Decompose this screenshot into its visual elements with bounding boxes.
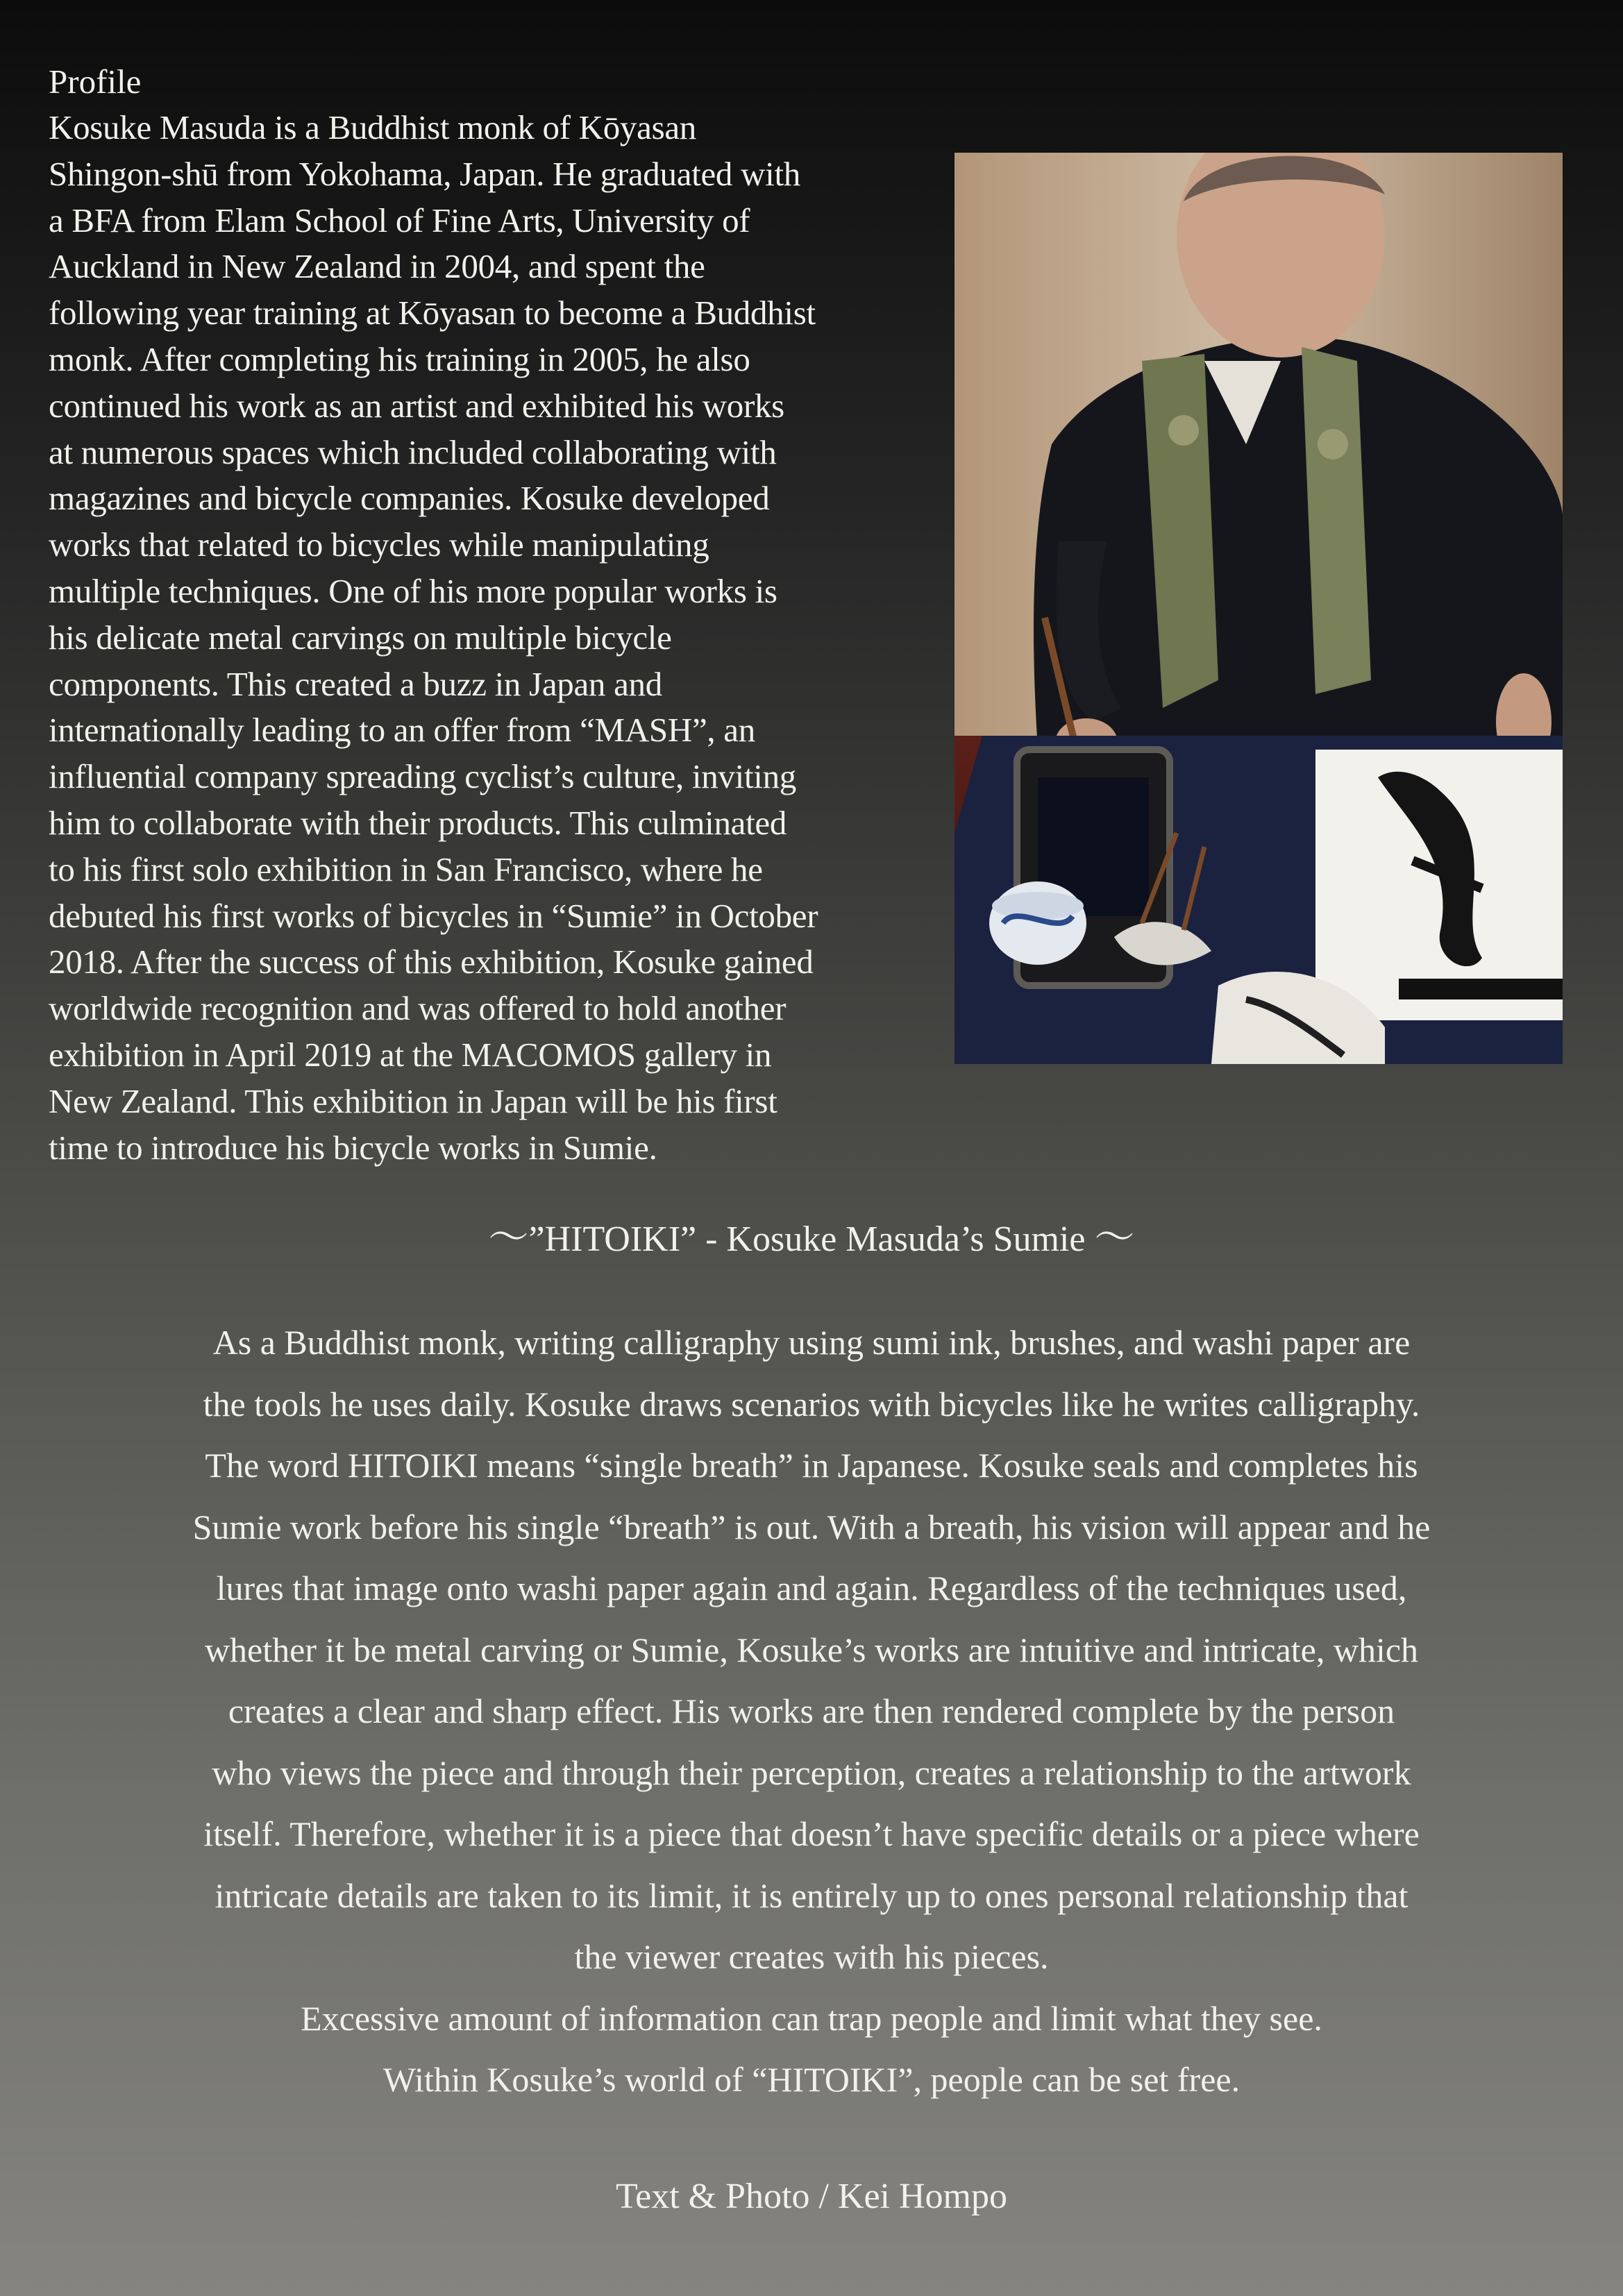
profile-line: New Zealand. This exhibition in Japan will be his first	[49, 1081, 777, 1120]
artist-statement	[42, 1312, 1581, 2111]
profile-line: to his first solo exhibition in San Francisco, where he	[49, 850, 763, 888]
profile-section	[49, 58, 944, 1171]
statement-line: Within Kosuke’s world of “HITOIKI”, people can be set free.	[382, 2060, 1241, 2099]
profile-line: continued his work as an artist and exhibited his works	[49, 386, 784, 425]
photo-credit: Text & Photo / Kei Hompo	[615, 2177, 1007, 2216]
profile-line: his delicate metal carvings on multiple bicycle	[49, 618, 672, 657]
wave-left: 〜	[488, 1215, 529, 1260]
profile-heading: Profile	[49, 62, 142, 101]
section-title	[0, 1213, 1623, 1264]
profile-line: internationally leading to an offer from “MASH”, an	[49, 711, 755, 750]
profile-line: time to introduce his bicycle works in Sumie.	[49, 1128, 657, 1167]
wave-right: 〜	[1094, 1215, 1135, 1260]
profile-line: works that related to bicycles while manipulating	[49, 525, 709, 564]
statement-line: itself. Therefore, whether it is a piece that doesn’t have specific details or a piece where	[203, 1814, 1420, 1853]
statement-line: the viewer creates with his pieces.	[574, 1937, 1049, 1976]
profile-body	[49, 105, 944, 1171]
statement-line: the tools he uses daily. Kosuke draws scenarios with bicycles like he writes calligraphy.	[203, 1384, 1420, 1424]
statement-line: creates a clear and sharp effect. His works are then rendered complete by the person	[228, 1691, 1395, 1730]
profile-line: components. This created a buzz in Japan and	[49, 664, 662, 703]
statement-line: Excessive amount of information can trap people and limit what they see.	[301, 1998, 1322, 2038]
profile-line: Shingon-shū from Yokohama, Japan. He graduated with	[49, 154, 800, 193]
statement-line: Sumie work before his single “breath” is out. With a breath, his vision will appear and he	[192, 1507, 1431, 1546]
statement-line: whether it be metal carving or Sumie, Kosuke’s works are intuitive and intricate, which	[204, 1630, 1419, 1669]
profile-line: exhibition in April 2019 at the MACOMOS gallery in	[49, 1035, 772, 1074]
section-title-text: ”HITOIKI” - Kosuke Masuda’s Sumie	[528, 1219, 1086, 1259]
profile-line: multiple techniques. One of his more popular works is	[49, 571, 777, 610]
profile-line: following year training at Kōyasan to become a Buddhist	[49, 294, 816, 332]
profile-line: magazines and bicycle companies. Kosuke developed	[49, 479, 770, 518]
profile-line: worldwide recognition and was offered to hold another	[49, 989, 787, 1028]
profile-line: Auckland in New Zealand in 2004, and spent the	[49, 247, 705, 286]
profile-line: a BFA from Elam School of Fine Arts, University of	[49, 201, 750, 239]
statement-line: intricate details are taken to its limit, it is entirely up to ones personal relationship that	[215, 1875, 1408, 1915]
monk-calligraphy-photo	[955, 153, 1563, 1064]
profile-line: influential company spreading cyclist’s culture, inviting	[49, 757, 796, 796]
profile-line: him to collaborate with their products. This culminated	[49, 803, 787, 842]
statement-line: lures that image onto washi paper again and again. Regardless of the techniques used,	[216, 1569, 1407, 1607]
profile-line: at numerous spaces which included collaborating with	[49, 432, 777, 471]
statement-line: who views the piece and through their perception, creates a relationship to the artwork	[212, 1753, 1411, 1792]
profile-line: 2018. After the success of this exhibition, Kosuke gained	[49, 943, 814, 981]
profile-line: debuted his first works of bicycles in “Sumie” in October	[49, 896, 818, 935]
photo-illustration	[955, 153, 1563, 1064]
profile-line: monk. After completing his training in 2005, he also	[49, 339, 750, 378]
statement-line: As a Buddhist monk, writing calligraphy using sumi ink, brushes, and washi paper are	[212, 1323, 1411, 1362]
profile-line: Kosuke Masuda is a Buddhist monk of Kōyasan	[49, 108, 696, 146]
statement-line: The word HITOIKI means “single breath” in Japanese. Kosuke seals and completes his	[205, 1446, 1418, 1485]
